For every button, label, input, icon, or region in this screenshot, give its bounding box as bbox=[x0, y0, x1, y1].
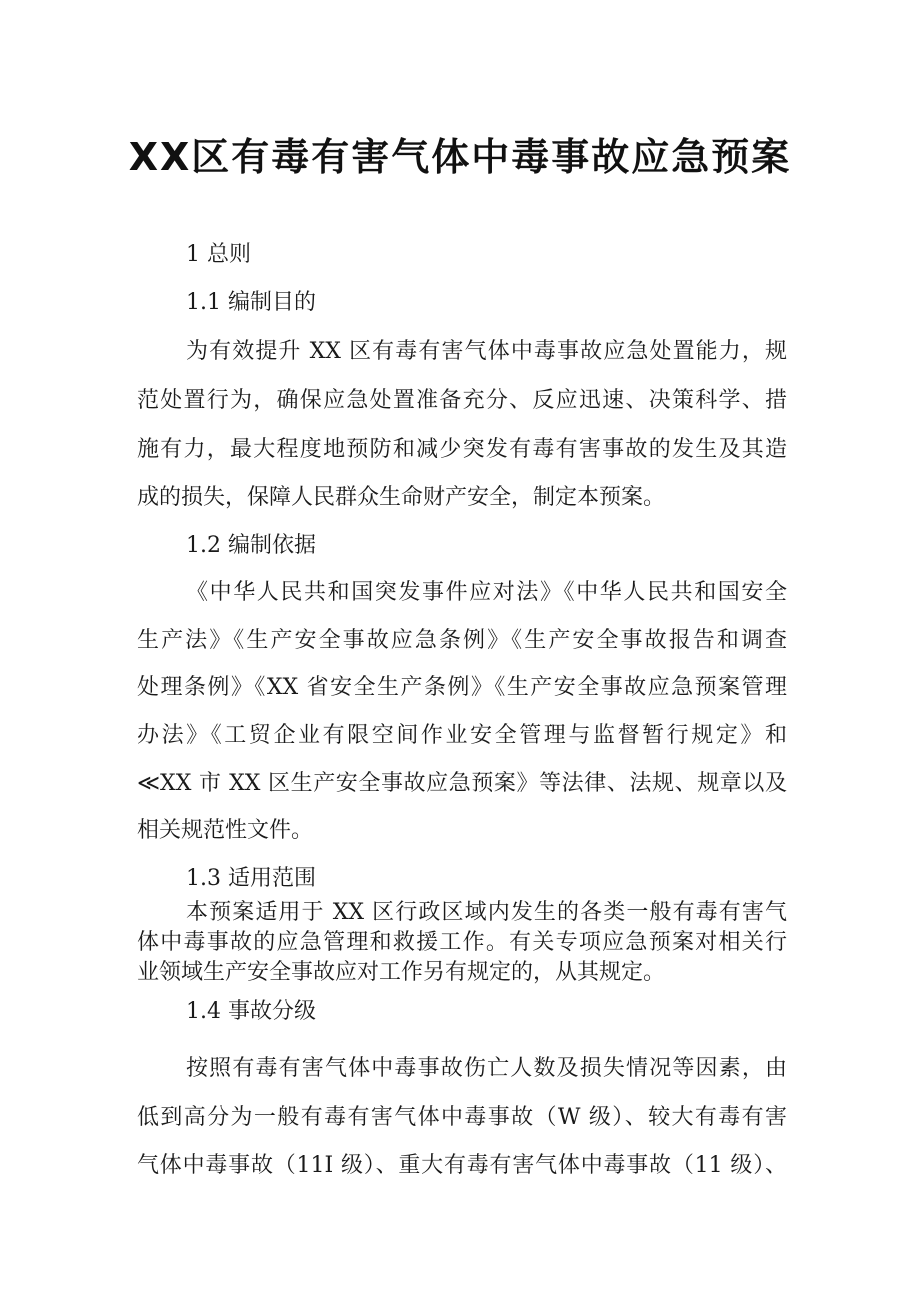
para-1-2-line-1: 《中华人民共和国突发事件应对法》《中华人民共和国安全 bbox=[186, 580, 787, 605]
para-1-3-line-1: 本预案适用于 XX 区行政区域内发生的各类一般有毒有害气 bbox=[186, 900, 787, 925]
para-1-2-line-5: ≪XX 市 XX 区生产安全事故应急预案》等法律、法规、规章以及 bbox=[137, 771, 787, 796]
heading-1: 1 总则 bbox=[186, 242, 251, 267]
heading-1-2: 1.2 编制依据 bbox=[186, 533, 316, 558]
para-1-1-line-2: 范处置行为，确保应急处置准备充分、反应迅速、决策科学、措 bbox=[137, 388, 787, 413]
para-1-2-line-3: 处理条例》《XX 省安全生产条例》《生产安全事故应急预案管理 bbox=[137, 675, 787, 700]
para-1-3-line-3: 业领域生产安全事故应对工作另有规定的，从其规定。 bbox=[137, 960, 666, 985]
document-title bbox=[0, 126, 920, 181]
heading-1-3: 1.3 适用范围 bbox=[186, 866, 316, 891]
title-latin: XX bbox=[128, 135, 192, 179]
heading-1-1: 1.1 编制目的 bbox=[186, 290, 316, 315]
heading-1-4: 1.4 事故分级 bbox=[186, 999, 316, 1024]
para-1-1-line-1: 为有效提升 XX 区有毒有害气体中毒事故应急处置能力，规 bbox=[186, 339, 787, 364]
para-1-2-line-6: 相关规范性文件。 bbox=[137, 818, 314, 843]
para-1-4-line-2: 低到高分为一般有毒有害气体中毒事故（W 级）、较大有毒有害 bbox=[137, 1105, 787, 1130]
para-1-4-line-1: 按照有毒有害气体中毒事故伤亡人数及损失情况等因素，由 bbox=[186, 1056, 787, 1081]
title-text: 区有毒有害气体中毒事故应急预案 bbox=[191, 135, 792, 179]
para-1-2-line-2: 生产法》《生产安全事故应急条例》《生产安全事故报告和调查 bbox=[137, 628, 787, 653]
para-1-4-line-3: 气体中毒事故（11I 级）、重大有毒有害气体中毒事故（11 级）、 bbox=[137, 1153, 787, 1178]
para-1-2-line-4: 办法》《工贸企业有限空间作业安全管理与监督暂行规定》和 bbox=[137, 723, 787, 748]
para-1-1-line-4: 成的损失，保障人民群众生命财产安全，制定本预案。 bbox=[137, 485, 666, 510]
para-1-3-line-2: 体中毒事故的应急管理和救援工作。有关专项应急预案对相关行 bbox=[137, 930, 787, 955]
para-1-1-line-3: 施有力，最大程度地预防和减少突发有毒有害事故的发生及其造 bbox=[137, 437, 787, 462]
